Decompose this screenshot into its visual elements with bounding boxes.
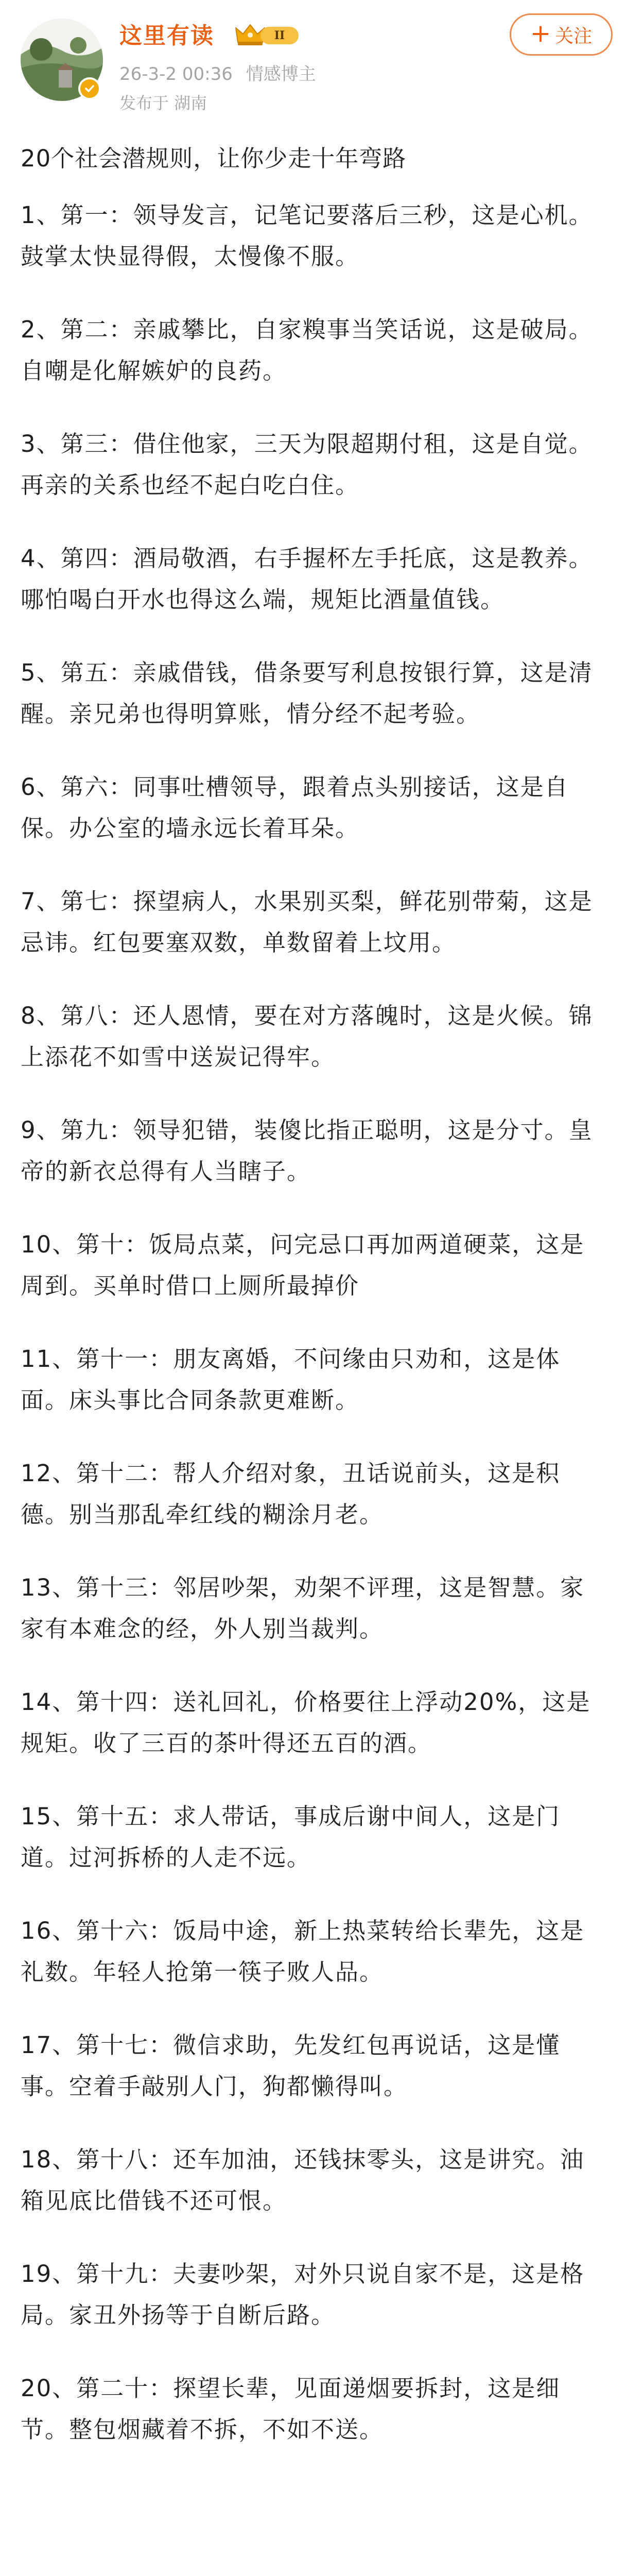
author-tag: 情感博主 [246, 64, 316, 84]
verified-badge-icon [78, 77, 101, 100]
post-header [0, 0, 626, 124]
rule-item: 5、第五：亲戚借钱，借条要写利息按银行算，这是清醒。亲兄弟也得明算账，情分经不起考验。 [21, 659, 593, 727]
rule-item: 14、第十四：送礼回礼，价格要往上浮动20%，这是规矩。收了三百的茶叶得还五百的酒。 [21, 1688, 591, 1757]
follow-label: 关注 [555, 25, 593, 47]
rule-item: 13、第十三：邻居吵架，劝架不评理，这是智慧。家家有本难念的经，外人别当裁判。 [21, 1574, 585, 1642]
rule-item: 20、第二十：探望长辈，见面递烟要拆封，这是细节。整包烟藏着不拆，不如不送。 [21, 2375, 561, 2443]
rule-item: 3、第三：借住他家，三天为限超期付租，这是自觉。再亲的关系也经不起白吃白住。 [21, 430, 593, 499]
rule-item: 4、第四：酒局敬酒，右手握杯左手托底，这是教养。哪怕喝白开水也得这么端，规矩比酒量值钱。 [21, 545, 593, 613]
post-title: 20个社会潜规则，让你少走十年弯路 [21, 145, 407, 172]
plus-icon: + [530, 19, 551, 48]
rule-item: 15、第十五：求人带话，事成后谢中间人，这是门道。过河拆桥的人走不远。 [21, 1803, 561, 1871]
rule-item: 18、第十八：还车加油，还钱抹零头，这是讲究。油箱见底比借钱不还可恨。 [21, 2146, 585, 2214]
post-body [21, 138, 602, 2482]
rule-item: 12、第十二：帮人介绍对象，丑话说前头，这是积德。别当那乱牵红线的糊涂月老。 [21, 1460, 561, 1528]
rule-item: 8、第八：还人恩情，要在对方落魄时，这是火候。锦上添花不如雪中送炭记得牢。 [21, 1002, 593, 1071]
level-badge: II [260, 27, 299, 44]
rule-item: 6、第六：同事吐槽领导，跟着点头别接话，这是自保。办公室的墙永远长着耳朵。 [21, 773, 569, 842]
rule-item: 11、第十一：朋友离婚，不问缘由只劝和，这是体面。床头事比合同条款更难断。 [21, 1345, 561, 1414]
author-name[interactable]: 这里有读 [119, 23, 214, 49]
rule-item: 2、第二：亲戚攀比，自家糗事当笑话说，这是破局。自嘲是化解嫉妒的良药。 [21, 316, 593, 384]
rule-item: 16、第十六：饭局中途，新上热菜转给长辈先，这是礼数。年轻人抢第一筷子败人品。 [21, 1917, 585, 1986]
rule-item: 1、第一：领导发言，记笔记要落后三秒，这是心机。鼓掌太快显得假，太慢像不服。 [21, 201, 593, 270]
rule-item: 17、第十七：微信求助，先发红包再说话，这是懂事。空着手敲别人门，狗都懒得叫。 [21, 2031, 561, 2100]
rule-item: 19、第十九：夫妻吵架，对外只说自家不是，这是格局。家丑外扬等于自断后路。 [21, 2260, 585, 2329]
post-meta [119, 63, 316, 86]
post-timestamp: 26-3-2 00:36 [119, 64, 233, 84]
post-location: 发布于 湖南 [119, 93, 207, 113]
rule-item: 7、第七：探望病人，水果别买梨，鲜花别带菊，这是忌讳。红包要塞双数，单数留着上坟用。 [21, 888, 593, 956]
rule-item: 9、第九：领导犯错，装傻比指正聪明，这是分寸。皇帝的新衣总得有人当瞎子。 [21, 1116, 593, 1185]
follow-button[interactable] [510, 13, 613, 56]
rule-item: 10、第十：饭局点菜，问完忌口再加两道硬菜，这是周到。买单时借口上厕所最掉价 [21, 1231, 585, 1299]
